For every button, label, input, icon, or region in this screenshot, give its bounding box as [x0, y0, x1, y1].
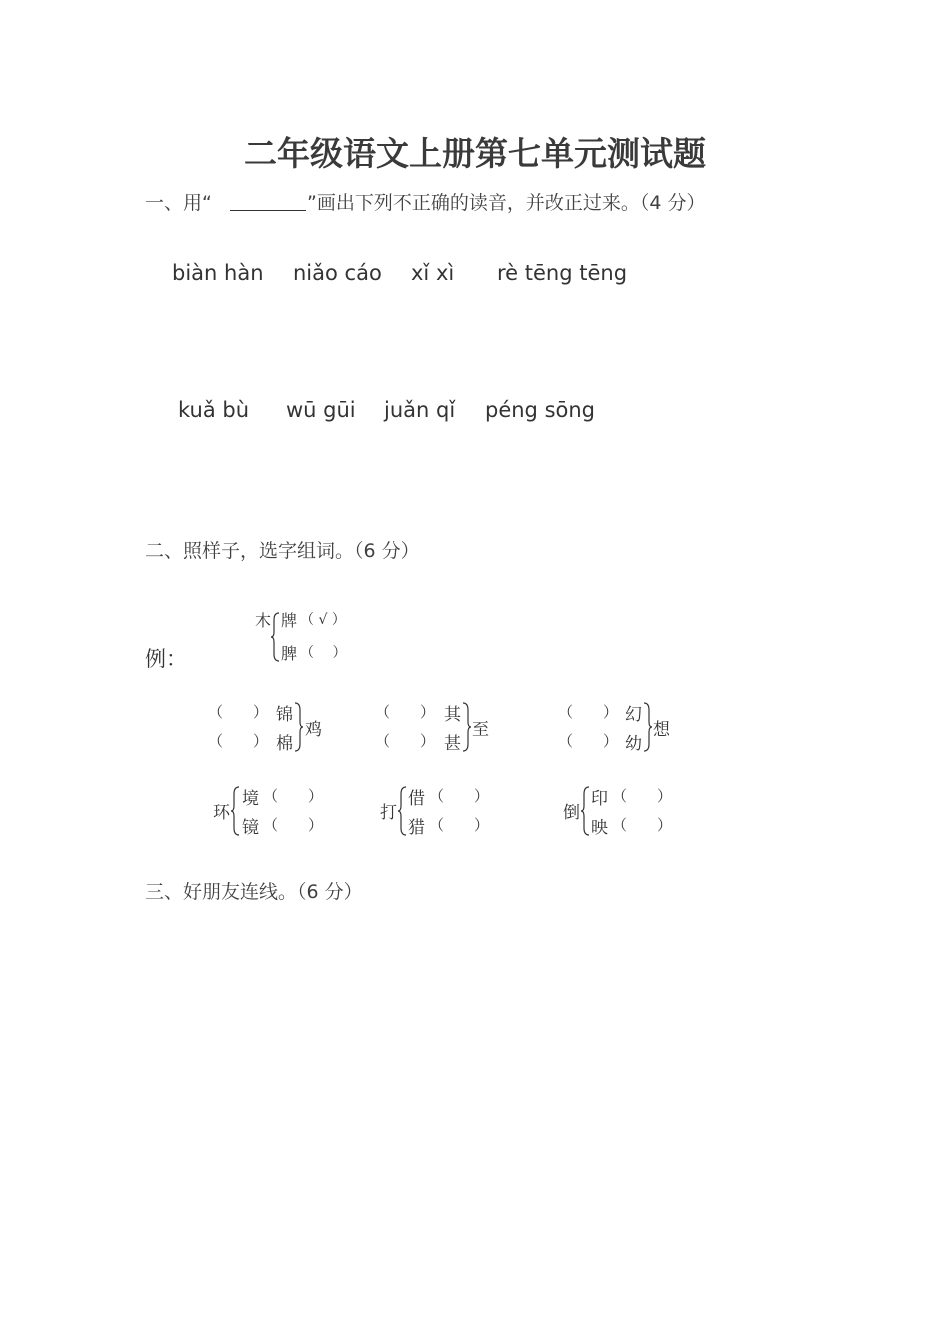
- choice-char: 映: [591, 818, 608, 838]
- answer-paren: （ ）: [208, 703, 269, 721]
- right-brace: [294, 702, 304, 752]
- answer-paren: （ ）: [612, 816, 673, 834]
- choice-char: 印: [591, 789, 608, 809]
- example-top-char: 牌: [281, 611, 298, 630]
- pinyin-item: rè tēng tēng: [497, 261, 628, 285]
- pinyin-item: xǐ xì: [411, 261, 455, 285]
- answer-paren: （ ）: [429, 816, 490, 834]
- answer-paren: （ ）: [263, 787, 324, 805]
- pinyin-item: juǎn qǐ: [384, 398, 456, 422]
- choice-char: 其: [444, 705, 461, 725]
- choice-char: 甚: [444, 734, 461, 754]
- answer-paren: （ ）: [375, 732, 436, 750]
- question-2-heading: 二、照样子，选字组词。（6 分）: [145, 540, 420, 562]
- answer-paren: （ ）: [558, 703, 619, 721]
- choice-char: 猎: [408, 818, 425, 838]
- choice-char: 幻: [625, 705, 642, 725]
- answer-paren: （ ）: [429, 787, 490, 805]
- example-left-char: 木: [255, 611, 272, 630]
- choice-char: 借: [408, 789, 425, 809]
- example-bottom-char: 脾: [281, 644, 298, 663]
- example-bottom-paren: （ ）: [300, 645, 347, 661]
- underline-sample: [230, 188, 306, 211]
- example-top-paren: （ √ ）: [300, 612, 346, 628]
- choice-char: 境: [242, 789, 259, 809]
- shared-char: 鸡: [305, 720, 322, 740]
- choice-char: 锦: [276, 705, 293, 725]
- choice-char: 幼: [625, 734, 642, 754]
- right-brace: [643, 702, 653, 752]
- pinyin-item: wū gūi: [286, 398, 356, 422]
- answer-paren: （ ）: [208, 732, 269, 750]
- shared-char: 倒: [563, 803, 580, 823]
- pinyin-item: niǎo cáo: [293, 261, 382, 285]
- question-1-text: ”画出下列不正确的读音，并改正过来。（4 分）: [307, 192, 706, 214]
- choice-char: 镜: [242, 818, 259, 838]
- pinyin-item: péng sōng: [485, 398, 595, 422]
- answer-paren: （ ）: [263, 816, 324, 834]
- answer-paren: （ ）: [558, 732, 619, 750]
- shared-char: 想: [653, 720, 670, 740]
- choice-char: 棉: [276, 734, 293, 754]
- pinyin-item: kuǎ bù: [178, 398, 250, 422]
- shared-char: 打: [380, 803, 397, 823]
- left-brace: [231, 786, 241, 836]
- left-brace: [581, 786, 591, 836]
- example-label: 例：: [145, 647, 187, 671]
- shared-char: 环: [213, 803, 230, 823]
- left-brace: [398, 786, 408, 836]
- left-brace: [271, 612, 281, 662]
- shared-char: 至: [472, 720, 489, 740]
- answer-paren: （ ）: [375, 703, 436, 721]
- page-title: 二年级语文上册第七单元测试题: [244, 134, 706, 173]
- pinyin-item: biàn hàn: [172, 261, 264, 285]
- answer-paren: （ ）: [612, 787, 673, 805]
- question-3-heading: 三、好朋友连线。（6 分）: [145, 881, 363, 903]
- question-1-prefix: 一、用“: [145, 192, 212, 214]
- right-brace: [462, 702, 472, 752]
